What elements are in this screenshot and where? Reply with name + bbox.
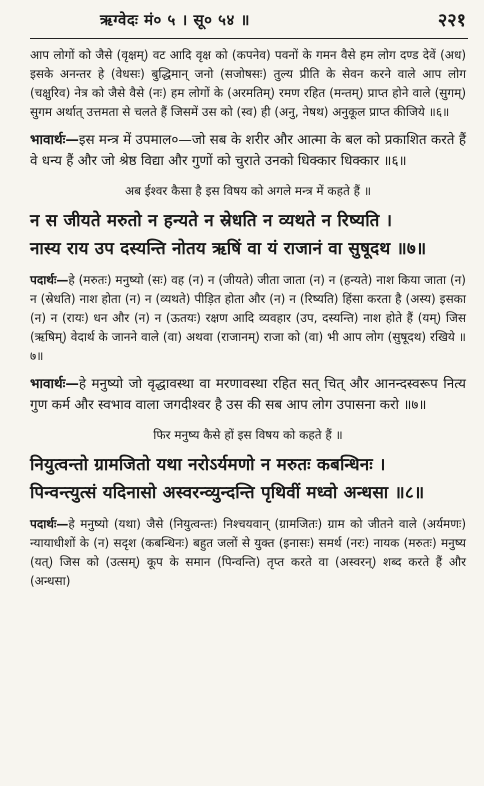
page-header (30, 4, 470, 38)
mantra-8-intro: फिर मनुष्य कैसे हों इस विषय को कहते हैं ॥ (153, 428, 343, 442)
mantra-8-line-2: पिन्वन्त्युत्सं यदिनासो अस्वरन्व्युन्दन्ति पृथिवीं मध्वो अन्धसा ॥८॥ (30, 483, 425, 503)
bhavartha-6 (30, 130, 466, 172)
padartha-text: हे (मरुतः) मनुष्यो (सः) वह (न) न (जीयते) जीता जाता (न) न (हन्यते) नाश किया जाता (न) न (स्रेधति) नाश होता (न) न (व्यथते) पीड़ित होता और (न) न (रिष्यति) हिंसा करता है (अस्य) इसका (न) न (रायः) धन और (न) न (ऊतयः) रक्षण आदि व्यवहार (उप, दस्यन्ति) नाश होते हैं (यम्) जिस (ऋषिम्) वेदार्थ के जानने वाले (वा) अथवा (राजानम्) राजा को (वा) भी आप लोग (सुषूदथ) रखिये ॥७॥ (30, 273, 466, 363)
padartha-8 (30, 515, 466, 591)
mantra-7-intro: अब ईश्वर कैसा है इस विषय को अगले मन्त्र में कहते हैं ॥ (124, 184, 372, 198)
padartha-label: पदार्थः— (30, 517, 69, 531)
padartha-text: हे मनुष्यो (यथा) जैसे (नियुत्वन्तः) निश्चयवान् (ग्रामजितः) ग्राम को जीतने वाले (अर्यमणः) न्यायाधीशों के (न) सदृश (कबन्धिनः) बहुत जलों से युक्त (इनासः) समर्थ (नरः) नायक (मरुतः) मनुष्य (यत्) जिस को (उत्सम्) कूप के समान (पिन्वन्ति) तृप्त करते वा (अस्वरन्) शब्द करते हैं और (अन्धसा) (30, 517, 466, 588)
header-rule (30, 38, 468, 39)
bhavartha-text: इस मन्त्र में उपमाल०—जो सब के शरीर और आत्मा के बल को प्रकाशित करते हैं वे धन्य हैं और जो श्रेष्ठ विद्या और गुणों को चुराते उनको धिक्कार धिक्कार ॥६॥ (30, 132, 466, 169)
mantra-7-line-2: नास्य राय उप दस्यन्ति नोतय ऋषिं वा यं राजानं वा सुषूदथ ॥७॥ (30, 239, 427, 259)
padartha-label: पदार्थः— (30, 273, 69, 287)
padartha-7 (30, 271, 466, 366)
mantra-8-line-1: नियुत्वन्तो ग्रामजितो यथा नरोऽर्यमणो न मरुतः कबन्धिनः । (30, 455, 386, 475)
bhavartha-text: हे मनुष्यो जो वृद्धावस्था वा मरणावस्था रहित सत् चित् और आनन्दस्वरूप नित्य गुण कर्म और स्वभाव वाला जगदीश्वर है उस की सब आप लोग उपासना करो ॥७॥ (30, 376, 466, 413)
bhavartha-label: भावार्थः— (30, 132, 79, 148)
bhavartha-7 (30, 374, 466, 416)
page-number: २२१ (437, 10, 466, 31)
mantra-7-line-1: न स जीयते मरुतो न हन्यते न स्रेधति न व्यथते न रिष्यति । (30, 211, 393, 231)
running-title: ऋग्वेदः मं० ५ । सू० ५४ ॥ (100, 11, 250, 29)
page-content (30, 46, 466, 591)
padartha-continued: आप लोगों को जैसे (वृक्षम्) वट आदि वृक्ष को (कपनेव) पवनों के गमन वैसे हम लोग दण्ड देवें (अध) इसके अनन्तर हे (वेधसः) बुद्धिमान् जनो (सजोषसः) तुल्य प्रीति के सेवन करने वाले आप लोग (चक्षुरिव) नेत्र को जैसे वैसे (नः) हम लोगों के (अरमतिम्) रमण रहित (मन्तम्) प्राप्त होने वाले (सुगम्) सुगम अर्थात् उत्तमता से चलते हैं जिसमें उस को (स्व) ही (अनु, नेषथ) अनुकूल प्राप्त कीजिये ॥६॥ (30, 48, 466, 119)
bhavartha-label: भावार्थः— (30, 376, 79, 392)
